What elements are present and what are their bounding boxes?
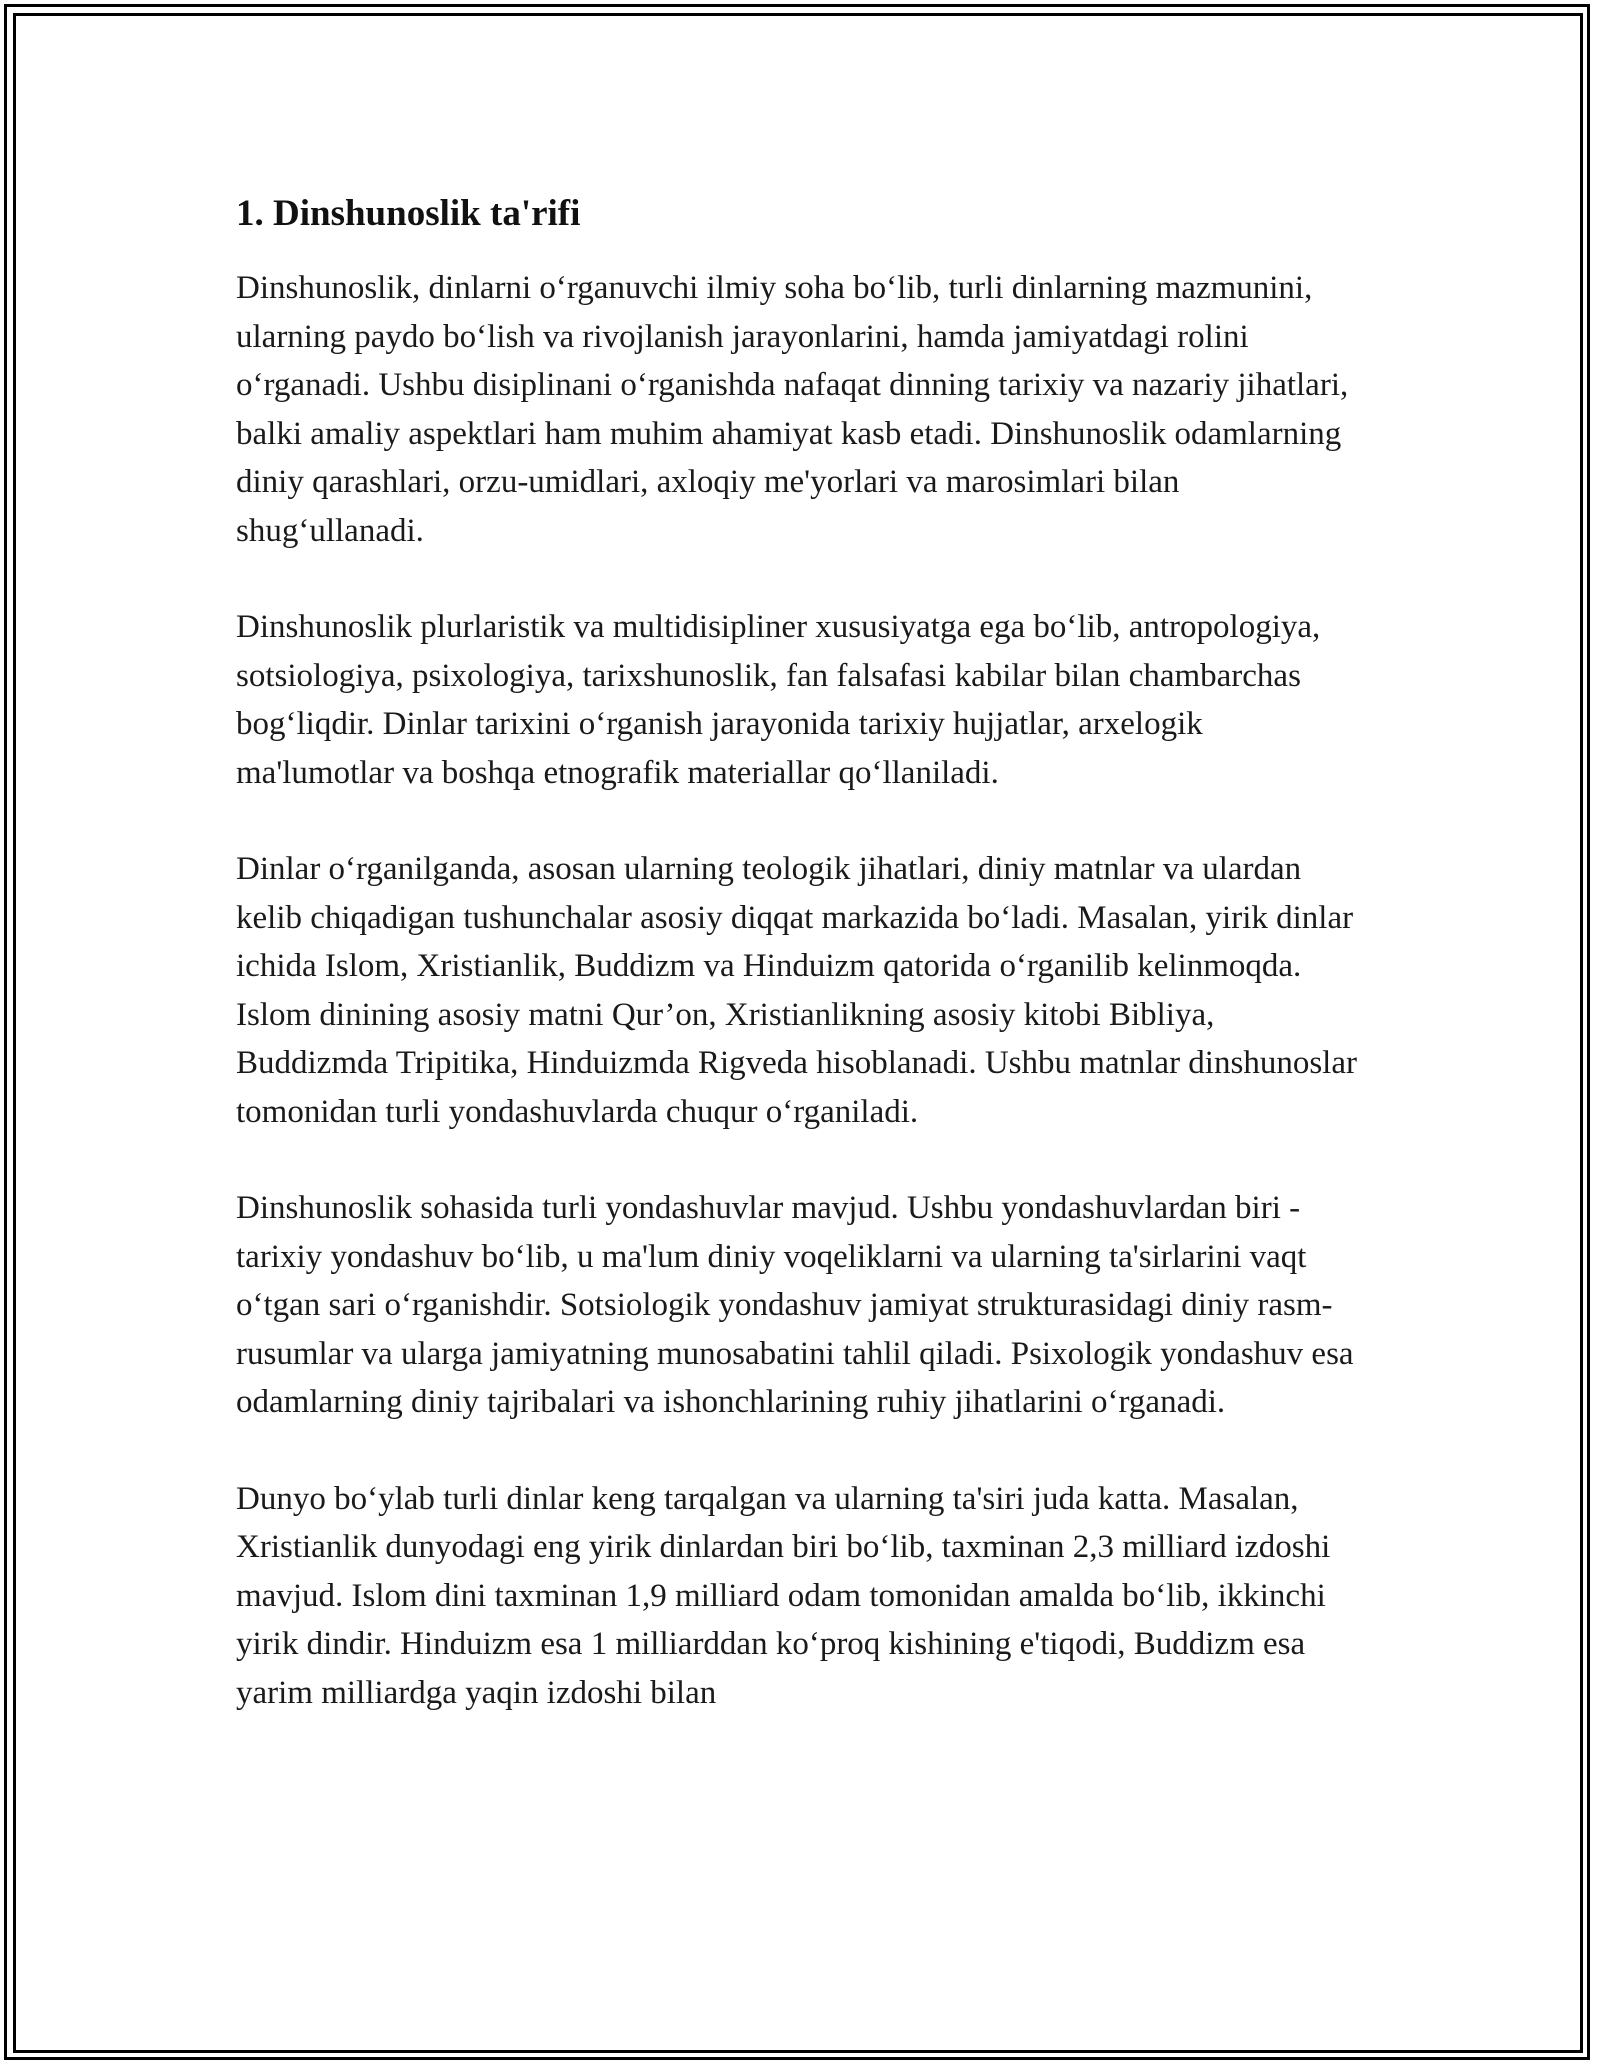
- paragraph-theology: Dinlar o‘rganilganda, asosan ularning teologik jihatlari, diniy matnlar va ulardan kelib chiqadigan tushunchalar asosiy diqqat markazida bo‘ladi. Masalan, yirik dinlar ichida Islom, Xristianlik, Buddizm va Hinduizm qatorida o‘rganilib kelinmoqda. Islom dinining asosiy matni Qur’on, Xristianlikning asosiy kitobi Bibliya, Buddizmda Tripitika, Hinduizmda Rigveda hisoblanadi. Ushbu matnlar dinshunoslar tomonidan turli yondashuvlarda chuqur o‘rganiladi.: [236, 851, 1357, 1130]
- section-title: 1. Dinshunoslik ta'rifi: [236, 193, 581, 234]
- document-body: [236, 190, 1366, 1765]
- paragraph-definition: Dinshunoslik, dinlarni o‘rganuvchi ilmiy soha bo‘lib, turli dinlarning mazmunini, ularning paydo bo‘lish va rivojlanish jarayonlarini, hamda jamiyatdagi rolini o‘rganadi. Ushbu disiplinani o‘rganishda nafaqat dinning tarixiy va nazariy jihatlari, balki amaliy aspektlari ham muhim ahamiyat kasb etadi. Dinshunoslik odamlarning diniy qarashlari, orzu-umidlari, axloqiy me'yorlari va marosimlari bilan shug‘ullanadi.: [236, 270, 1349, 549]
- paragraph-world-religions: Dunyo bo‘ylab turli dinlar keng tarqalgan va ularning ta'siri juda katta. Masalan, Xristianlik dunyodagi eng yirik dinlardan biri bo‘lib, taxminan 2,3 milliard izdoshi mavjud. Islom dini taxminan 1,9 milliard odam tomonidan amalda bo‘lib, ikkinchi yirik dindir. Hinduizm esa 1 milliarddan ko‘proq kishining e'tiqodi, Buddizm esa yarim milliardga yaqin izdoshi bilan: [236, 1480, 1331, 1711]
- paragraph-approaches: Dinshunoslik sohasida turli yondashuvlar mavjud. Ushbu yondashuvlardan biri - tarixiy yondashuv bo‘lib, u ma'lum diniy voqeliklarni va ularning ta'sirlarini vaqt o‘tgan sari o‘rganishdir. Sotsiologik yondashuv jamiyat strukturasidagi diniy rasm-rusumlar va ularga jamiyatning munosabatini tahlil qiladi. Psixologik yondashuv esa odamlarning diniy tajribalari va ishonchlarining ruhiy jihatlarini o‘rganadi.: [236, 1190, 1354, 1420]
- paragraph-multidisciplinary: Dinshunoslik plurlaristik va multidisipliner xususiyatga ega bo‘lib, antropologiya, sotsiologiya, psixologiya, tarixshunoslik, fan falsafasi kabilar bilan chambarchas bog‘liqdir. Dinlar tarixini o‘rganish jarayonida tarixiy hujjatlar, arxelogik ma'lumotlar va boshqa etnografik materiallar qo‘llaniladi.: [236, 609, 1321, 791]
